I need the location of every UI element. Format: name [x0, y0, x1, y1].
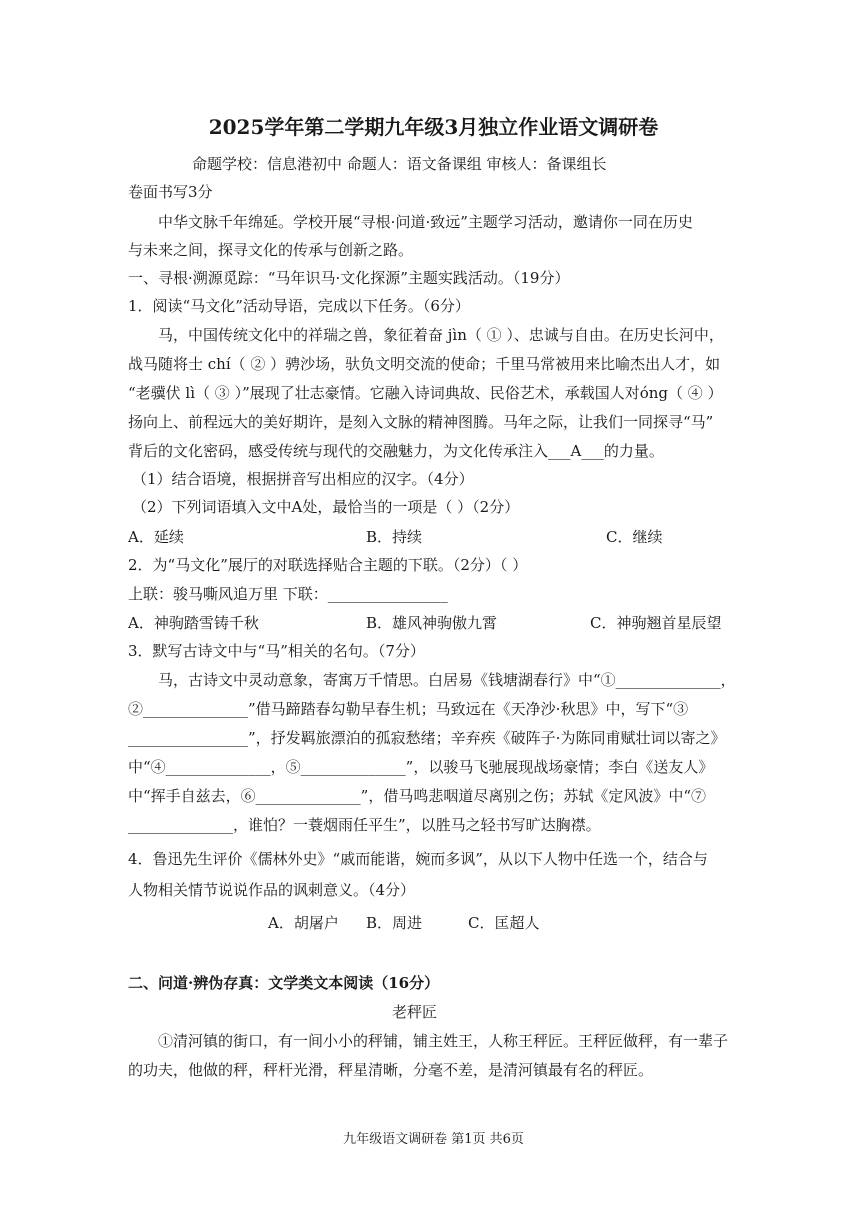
q4-option-b: B．周进	[366, 914, 423, 932]
exam-title: 2025学年第二学期九年级3月独立作业语文调研卷	[208, 115, 659, 139]
score-note: 卷面书写3分	[128, 183, 213, 201]
page-footer: 九年级语文调研卷 第1页 共6页	[343, 1132, 524, 1147]
q3-line: ______________，谁怕？一蓑烟雨任平生”，以胜马之轻书写旷达胸襟。	[128, 816, 601, 834]
q1-passage-line: “老骥伏 lì（ ③ ）”展现了壮志豪情。它融入诗词典故、民俗艺术，承载国人对óng（ ④ ）	[128, 384, 723, 402]
q1-passage-line: 马，中国传统文化中的祥瑞之兽，象征着奋 jìn（ ① ）、忠诚与自由。在历史长河中，	[158, 326, 724, 344]
q3-line: ________________”，抒发羁旅漂泊的孤寂愁绪；辛弃疾《破阵子·为陈同甫赋壮词以寄之》	[128, 729, 726, 747]
article-paragraph-line: ①清河镇的街口，有一间小小的秤铺，铺主姓王，人称王秤匠。王秤匠做秤，有一辈子	[158, 1032, 729, 1050]
q3-line: 马，古诗文中灵动意象，寄寓万千情思。白居易《钱塘湖春行》中“①______________，	[158, 671, 736, 689]
q2-option-b: B．雄风神驹傲九霄	[366, 614, 498, 632]
q1-option-b: B．持续	[366, 528, 423, 546]
q4-option-a: A．胡屠户	[268, 914, 339, 932]
article-paragraph-line: 的功夫，他做的秤，秤杆光滑，秤星清晰，分毫不差，是清河镇最有名的秤匠。	[128, 1061, 654, 1079]
q3-stem: 3．默写古诗文中与“马”相关的名句。（7分）	[128, 642, 425, 660]
q1-sub2: （2）下列词语填入文中A处，最恰当的一项是（ ）（2分）	[132, 498, 520, 516]
q1-passage-line: 背后的文化密码，感受传统与现代的交融魅力，为文化传承注入___A___的力量。	[128, 442, 664, 460]
q2-couplet: 上联：骏马嘶风追万里 下联：________________	[128, 585, 448, 603]
q4-stem-line: 人物相关情节说说作品的讽刺意义。（4分）	[128, 881, 416, 899]
q1-option-c: C．继续	[606, 528, 663, 546]
article-title: 老秤匠	[392, 1003, 438, 1021]
q3-line: 中“挥手自兹去，⑥______________”，借马鸣悲咽道尽离别之伤；苏轼《定风波》中“⑦	[128, 787, 707, 805]
q3-line: 中“④______________，⑤______________”，以骏马飞驰展现战场豪情；李白《送友人》	[128, 758, 714, 776]
q4-option-c: C．匡超人	[468, 914, 540, 932]
intro-line: 中华文脉千年绵延。学校开展“寻根·问道·致远”主题学习活动，邀请你一同在历史	[158, 213, 693, 231]
q1-passage-line: 扬向上、前程远大的美好期许，是刻入文脉的精神图腾。马年之际，让我们一同探寻“马”	[128, 413, 714, 431]
q4-stem-line: 4．鲁迅先生评价《儒林外史》“戚而能谐，婉而多讽”，从以下人物中任选一个，结合与	[128, 850, 708, 868]
section2-heading: 二、问道·辨伪存真：文学类文本阅读（16分）	[128, 974, 440, 992]
q1-option-a: A．延续	[128, 528, 184, 546]
exam-meta: 命题学校：信息港初中 命题人：语文备课组 审核人：备课组长	[192, 155, 607, 173]
q2-option-c: C．神驹翘首星辰望	[590, 614, 722, 632]
q1-passage-line: 战马随将士 chí（ ② ）骋沙场，驮负文明交流的使命；千里马常被用来比喻杰出人才，如	[128, 355, 721, 373]
q1-stem: 1．阅读“马文化”活动导语，完成以下任务。（6分）	[128, 297, 470, 315]
q3-line: ②______________”借马蹄踏春勾勒早春生机；马致远在《天净沙·秋思》中，写下“③	[128, 700, 689, 718]
q1-sub1: （1）结合语境，根据拼音写出相应的汉字。（4分）	[132, 470, 474, 488]
intro-line: 与未来之间，探寻文化的传承与创新之路。	[128, 241, 414, 259]
q2-stem: 2．为“马文化”展厅的对联选择贴合主题的下联。（2分）（ ）	[128, 556, 528, 574]
q2-option-a: A．神驹踏雪铸千秋	[128, 614, 259, 632]
section1-heading: 一、寻根·溯源觅踪：“马年识马·文化探源”主题实践活动。（19分）	[128, 269, 570, 287]
